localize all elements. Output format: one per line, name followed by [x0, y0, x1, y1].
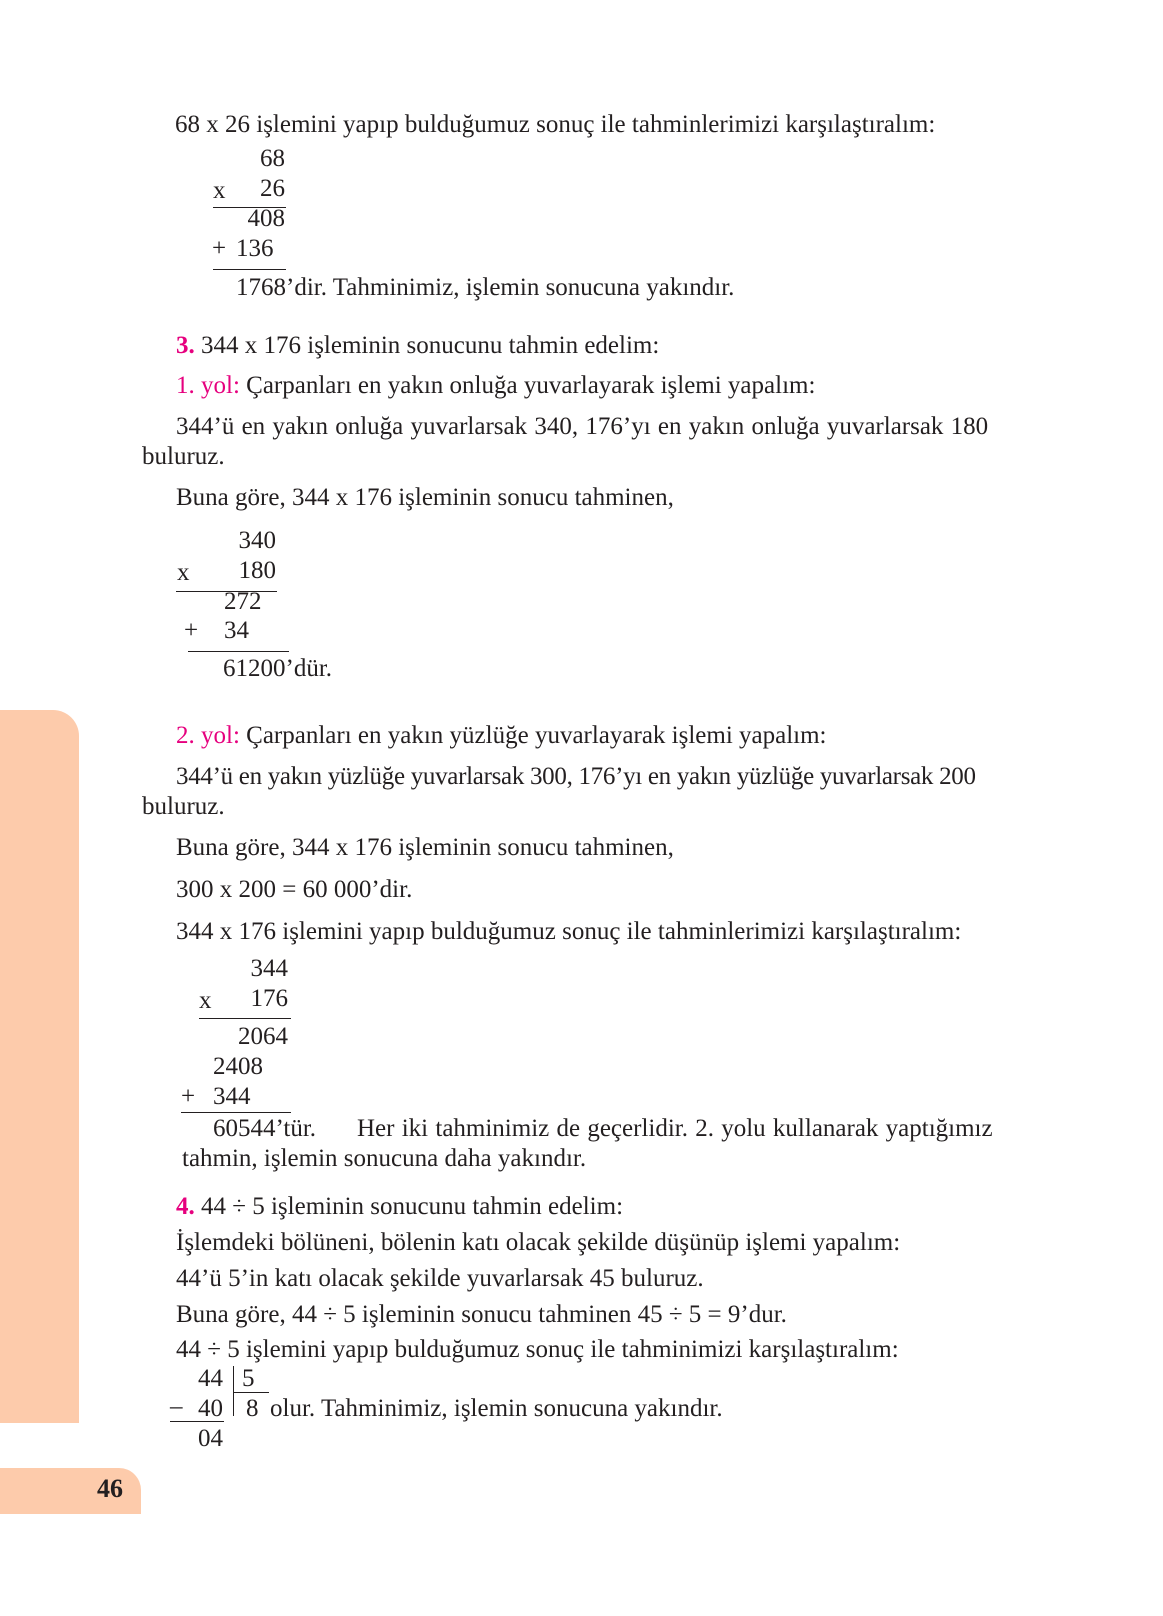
mult-a-bottom: 26 [260, 175, 285, 202]
mult-c-partial2: 2408 [213, 1053, 263, 1080]
mult-c-conclusion-line1: Her iki tahminimiz de geçerlidir. 2. yolu kullanarak yaptığımız [357, 1115, 993, 1142]
mult-c-partial1: 2064 [238, 1023, 288, 1050]
way-2-compare: 344 x 176 işlemini yapıp bulduğumuz sonuç ile tahminlerimizi karşılaştıralım: [176, 918, 962, 945]
division-minus: – [170, 1393, 183, 1420]
mult-a-rule-2 [213, 269, 286, 270]
mult-c-partial3: 344 [213, 1083, 251, 1110]
way-1-para-line2: buluruz. [142, 443, 225, 470]
mult-c-result: 60544’tür. [213, 1115, 317, 1142]
mult-c-plus: + [181, 1083, 196, 1110]
mult-b-partial1: 272 [224, 588, 262, 615]
mult-b-rule-2 [188, 651, 289, 652]
way-2-heading [176, 723, 827, 748]
mult-b-partial2: 34 [224, 617, 249, 644]
example-4-heading [176, 1194, 623, 1219]
example-number: 3. [176, 332, 195, 359]
mult-a-op: x [213, 177, 226, 204]
mult-b-result: 61200’dür. [223, 655, 333, 682]
mult-a-partial2: 136 [236, 235, 274, 262]
example-4-line2: 44’ü 5’in katı olacak şekilde yuvarlarsak 45 buluruz. [176, 1265, 704, 1292]
way-1-heading [176, 373, 815, 398]
example-title: 344 x 176 işleminin sonucunu tahmin edelim: [201, 332, 660, 359]
division-bar [233, 1366, 234, 1416]
mult-c-top: 344 [250, 955, 288, 982]
division-subtrahend: 40 [198, 1395, 223, 1422]
side-band [0, 710, 79, 1423]
example-number: 4. [176, 1193, 195, 1220]
mult-c-rule-2 [181, 1112, 291, 1113]
division-quotient: 8 [246, 1395, 259, 1422]
example-4-line3: Buna göre, 44 ÷ 5 işleminin sonucu tahminen 45 ÷ 5 = 9’dur. [176, 1301, 787, 1328]
mult-a-plus: + [212, 235, 227, 262]
mult-c-op: x [199, 987, 212, 1014]
mult-c-bottom: 176 [250, 985, 288, 1012]
way-text: Çarpanları en yakın yüzlüğe yuvarlayarak işlemi yapalım: [246, 722, 827, 749]
example-4-line4: 44 ÷ 5 işlemini yapıp bulduğumuz sonuç ile tahminimizi karşılaştıralım: [176, 1336, 899, 1363]
division-dividend: 44 [198, 1365, 223, 1392]
division-remainder: 04 [198, 1425, 223, 1452]
division-divisor-rule [233, 1392, 269, 1393]
division-conclusion: olur. Tahminimiz, işlemin sonucuna yakındır. [270, 1395, 723, 1422]
mult-b-bottom: 180 [238, 557, 276, 584]
way-label: 1. yol: [176, 372, 240, 399]
way-label: 2. yol: [176, 722, 240, 749]
way-2-intro: Buna göre, 344 x 176 işleminin sonucu tahminen, [176, 834, 674, 861]
page-number-tab [0, 1468, 141, 1514]
mult-c-rule [199, 1018, 291, 1019]
mult-c-conclusion-line2: tahmin, işlemin sonucuna daha yakındır. [182, 1145, 587, 1172]
way-2-equation: 300 x 200 = 60 000’dir. [176, 876, 413, 903]
mult-b-op: x [177, 559, 190, 586]
mult-b-top: 340 [238, 527, 276, 554]
division-rule [170, 1421, 224, 1422]
way-text: Çarpanları en yakın onluğa yuvarlayarak işlemi yapalım: [246, 372, 816, 399]
mult-a-partial1: 408 [247, 205, 285, 232]
example-4-line1: İşlemdeki bölüneni, bölenin katı olacak şekilde düşünüp işlemi yapalım: [176, 1229, 901, 1256]
page-number: 46 [97, 1474, 123, 1503]
way-2-para-line2: buluruz. [142, 793, 225, 820]
mult-a-result: 1768’dir. Tahminimiz, işlemin sonucuna yakındır. [236, 274, 735, 301]
example-title: 44 ÷ 5 işleminin sonucunu tahmin edelim: [201, 1193, 624, 1220]
block-a-intro: 68 x 26 işlemini yapıp bulduğumuz sonuç ile tahminlerimizi karşılaştıralım: [175, 111, 936, 138]
way-1-para-line1: 344’ü en yakın onluğa yuvarlarsak 340, 176’yı en yakın onluğa yuvarlarsak 180 [176, 413, 989, 440]
way-2-para-line1: 344’ü en yakın yüzlüğe yuvarlarsak 300, 176’yı en yakın yüzlüğe yuvarlarsak 200 [176, 763, 976, 790]
way-1-intro: Buna göre, 344 x 176 işleminin sonucu tahminen, [176, 484, 674, 511]
example-3-heading [176, 333, 659, 358]
division-divisor: 5 [242, 1365, 255, 1392]
mult-b-plus: + [184, 617, 199, 644]
mult-a-top: 68 [260, 145, 285, 172]
